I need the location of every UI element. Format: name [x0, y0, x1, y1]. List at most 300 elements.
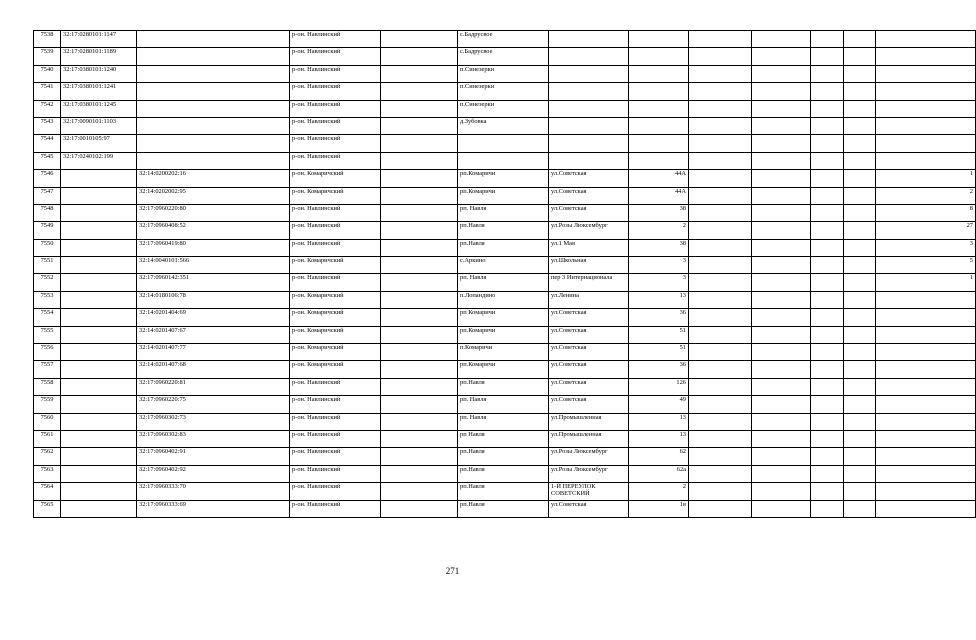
col-empty-4-cell: [811, 239, 844, 256]
col-empty-2-cell: [689, 500, 752, 517]
street-cell: [549, 65, 629, 82]
cadastral-number-building-cell: [137, 117, 290, 134]
settlement-cell: п.Синезерки: [458, 83, 549, 100]
col-empty-1-cell: [381, 413, 458, 430]
cadastral-number-building-cell: [137, 152, 290, 169]
col-empty-1-cell: [381, 430, 458, 447]
cadastral-number-building-cell: 32:14:0180106:78: [137, 291, 290, 308]
col-empty-1-cell: [381, 500, 458, 517]
house-number-cell: [629, 65, 689, 82]
apartment-cell: [876, 100, 976, 117]
row-number-cell: 7541: [34, 83, 61, 100]
row-number-cell: 7562: [34, 448, 61, 465]
col-empty-3-cell: [752, 31, 811, 48]
cadastral-number-cell: [61, 204, 137, 221]
apartment-cell: [876, 48, 976, 65]
street-cell: ул.Промышленная: [549, 413, 629, 430]
col-empty-5-cell: [844, 465, 876, 482]
apartment-cell: 5: [876, 257, 976, 274]
col-empty-2-cell: [689, 378, 752, 395]
col-empty-5-cell: [844, 500, 876, 517]
col-empty-3-cell: [752, 483, 811, 500]
cadastral-number-cell: [61, 344, 137, 361]
row-number-cell: 7543: [34, 117, 61, 134]
apartment-cell: [876, 361, 976, 378]
table-row: [34, 257, 976, 274]
col-empty-5-cell: [844, 309, 876, 326]
cadastral-number-building-cell: 32:17:0960220:80: [137, 204, 290, 221]
col-empty-2-cell: [689, 187, 752, 204]
col-empty-4-cell: [811, 170, 844, 187]
district-cell: р-он. Навлинский: [290, 239, 381, 256]
table-row: [34, 413, 976, 430]
settlement-cell: [458, 135, 549, 152]
cadastral-number-building-cell: 32:14:0201407:68: [137, 361, 290, 378]
col-empty-5-cell: [844, 204, 876, 221]
house-number-cell: 1в: [629, 500, 689, 517]
col-empty-2-cell: [689, 83, 752, 100]
col-empty-4-cell: [811, 222, 844, 239]
district-cell: р-он. Комаричский: [290, 187, 381, 204]
district-cell: р-он. Комаричский: [290, 170, 381, 187]
district-cell: р-он. Навлинский: [290, 100, 381, 117]
house-number-cell: [629, 117, 689, 134]
street-cell: [549, 117, 629, 134]
col-empty-4-cell: [811, 465, 844, 482]
col-empty-3-cell: [752, 430, 811, 447]
house-number-cell: 44А: [629, 170, 689, 187]
apartment-cell: 3: [876, 239, 976, 256]
street-cell: ул.Советская: [549, 344, 629, 361]
house-number-cell: 38: [629, 239, 689, 256]
apartment-cell: [876, 483, 976, 500]
street-cell: [549, 100, 629, 117]
col-empty-3-cell: [752, 361, 811, 378]
col-empty-4-cell: [811, 48, 844, 65]
house-number-cell: [629, 83, 689, 100]
settlement-cell: рп.Комаричи: [458, 326, 549, 343]
col-empty-5-cell: [844, 222, 876, 239]
col-empty-5-cell: [844, 152, 876, 169]
table-row: [34, 117, 976, 134]
district-cell: р-он. Навлинский: [290, 31, 381, 48]
row-number-cell: 7544: [34, 135, 61, 152]
row-number-cell: 7555: [34, 326, 61, 343]
street-cell: ул.Розы Люксембург: [549, 448, 629, 465]
row-number-cell: 7545: [34, 152, 61, 169]
cadastral-number-cell: [61, 430, 137, 447]
table-row: [34, 152, 976, 169]
settlement-cell: рп.Навля: [458, 222, 549, 239]
apartment-cell: [876, 65, 976, 82]
col-empty-3-cell: [752, 48, 811, 65]
col-empty-3-cell: [752, 117, 811, 134]
register-table: [33, 30, 976, 518]
apartment-cell: [876, 344, 976, 361]
cadastral-number-cell: [61, 396, 137, 413]
col-empty-2-cell: [689, 31, 752, 48]
table-row: [34, 170, 976, 187]
col-empty-5-cell: [844, 65, 876, 82]
col-empty-4-cell: [811, 378, 844, 395]
settlement-cell: рп. Навля: [458, 204, 549, 221]
col-empty-3-cell: [752, 257, 811, 274]
settlement-cell: рп. Навля: [458, 396, 549, 413]
street-cell: ул.Советская: [549, 187, 629, 204]
page-number: 271: [445, 566, 460, 576]
settlement-cell: д.Зубовка: [458, 117, 549, 134]
cadastral-number-cell: 32:17:0380101:1240: [61, 65, 137, 82]
cadastral-number-building-cell: 32:17:0960220:75: [137, 396, 290, 413]
row-number-cell: 7560: [34, 413, 61, 430]
street-cell: [549, 83, 629, 100]
apartment-cell: 1: [876, 170, 976, 187]
district-cell: р-он. Комаричский: [290, 326, 381, 343]
cadastral-number-cell: [61, 257, 137, 274]
row-number-cell: 7552: [34, 274, 61, 291]
apartment-cell: [876, 152, 976, 169]
col-empty-3-cell: [752, 187, 811, 204]
col-empty-1-cell: [381, 344, 458, 361]
row-number-cell: 7551: [34, 257, 61, 274]
row-number-cell: 7554: [34, 309, 61, 326]
cadastral-number-building-cell: [137, 135, 290, 152]
apartment-cell: [876, 378, 976, 395]
table-row: [34, 465, 976, 482]
district-cell: р-он. Комаричский: [290, 361, 381, 378]
col-empty-4-cell: [811, 430, 844, 447]
table-row: [34, 48, 976, 65]
district-cell: р-он. Навлинский: [290, 204, 381, 221]
col-empty-1-cell: [381, 170, 458, 187]
cadastral-number-cell: [61, 448, 137, 465]
street-cell: ул.Советская: [549, 309, 629, 326]
col-empty-1-cell: [381, 117, 458, 134]
row-number-cell: 7553: [34, 291, 61, 308]
street-cell: ул.Советская: [549, 326, 629, 343]
street-cell: ул.1 Мая: [549, 239, 629, 256]
col-empty-1-cell: [381, 135, 458, 152]
cadastral-number-cell: 32:17:0380101:1245: [61, 100, 137, 117]
settlement-cell: рп.Навля: [458, 239, 549, 256]
col-empty-3-cell: [752, 65, 811, 82]
house-number-cell: 62а: [629, 465, 689, 482]
house-number-cell: 51: [629, 326, 689, 343]
house-number-cell: 3: [629, 274, 689, 291]
col-empty-1-cell: [381, 239, 458, 256]
cadastral-number-cell: [61, 378, 137, 395]
cadastral-number-cell: [61, 326, 137, 343]
street-cell: ул.Розы Люксембург: [549, 222, 629, 239]
row-number-cell: 7549: [34, 222, 61, 239]
col-empty-2-cell: [689, 483, 752, 500]
district-cell: р-он. Навлинский: [290, 222, 381, 239]
col-empty-3-cell: [752, 448, 811, 465]
street-cell: пер 3 Интернационала: [549, 274, 629, 291]
col-empty-4-cell: [811, 31, 844, 48]
col-empty-1-cell: [381, 187, 458, 204]
col-empty-2-cell: [689, 135, 752, 152]
col-empty-2-cell: [689, 361, 752, 378]
col-empty-5-cell: [844, 483, 876, 500]
col-empty-3-cell: [752, 378, 811, 395]
col-empty-1-cell: [381, 483, 458, 500]
settlement-cell: [458, 152, 549, 169]
apartment-cell: 8: [876, 204, 976, 221]
col-empty-5-cell: [844, 361, 876, 378]
cadastral-number-cell: [61, 222, 137, 239]
row-number-cell: 7550: [34, 239, 61, 256]
col-empty-5-cell: [844, 326, 876, 343]
col-empty-2-cell: [689, 465, 752, 482]
col-empty-5-cell: [844, 448, 876, 465]
apartment-cell: 2: [876, 187, 976, 204]
table-row: [34, 83, 976, 100]
col-empty-4-cell: [811, 326, 844, 343]
apartment-cell: [876, 448, 976, 465]
col-empty-3-cell: [752, 274, 811, 291]
district-cell: р-он. Навлинский: [290, 483, 381, 500]
cadastral-number-cell: [61, 239, 137, 256]
col-empty-2-cell: [689, 170, 752, 187]
col-empty-2-cell: [689, 291, 752, 308]
table-row: [34, 204, 976, 221]
table-row: [34, 222, 976, 239]
settlement-cell: с.Бадрусвое: [458, 31, 549, 48]
cadastral-number-building-cell: 32:17:0960142:351: [137, 274, 290, 291]
col-empty-1-cell: [381, 465, 458, 482]
settlement-cell: рп.Навля: [458, 378, 549, 395]
col-empty-2-cell: [689, 65, 752, 82]
col-empty-2-cell: [689, 413, 752, 430]
cadastral-number-cell: [61, 309, 137, 326]
table-row: [34, 396, 976, 413]
apartment-cell: [876, 117, 976, 134]
cadastral-number-cell: [61, 170, 137, 187]
row-number-cell: 7563: [34, 465, 61, 482]
house-number-cell: 51: [629, 344, 689, 361]
house-number-cell: 13: [629, 413, 689, 430]
col-empty-1-cell: [381, 31, 458, 48]
row-number-cell: 7548: [34, 204, 61, 221]
cadastral-number-cell: 32:17:0240102:199: [61, 152, 137, 169]
row-number-cell: 7547: [34, 187, 61, 204]
street-cell: ул.Советская: [549, 500, 629, 517]
col-empty-5-cell: [844, 274, 876, 291]
col-empty-3-cell: [752, 344, 811, 361]
table-row: [34, 500, 976, 517]
col-empty-5-cell: [844, 396, 876, 413]
cadastral-number-cell: [61, 413, 137, 430]
settlement-cell: рп.Навля: [458, 483, 549, 500]
street-cell: [549, 135, 629, 152]
col-empty-5-cell: [844, 430, 876, 447]
col-empty-5-cell: [844, 378, 876, 395]
settlement-cell: с.Аркино: [458, 257, 549, 274]
street-cell: ул.Советская: [549, 361, 629, 378]
col-empty-2-cell: [689, 309, 752, 326]
house-number-cell: [629, 48, 689, 65]
settlement-cell: рп.Комаричи: [458, 187, 549, 204]
cadastral-number-building-cell: 32:17:0960402:91: [137, 448, 290, 465]
col-empty-5-cell: [844, 170, 876, 187]
settlement-cell: рп.Навля: [458, 448, 549, 465]
col-empty-4-cell: [811, 413, 844, 430]
cadastral-number-building-cell: 32:17:0960333:70: [137, 483, 290, 500]
street-cell: 1-Й ПЕРЕУЛОК СОВЕТСКИЙ: [549, 483, 629, 500]
table-row: [34, 187, 976, 204]
col-empty-2-cell: [689, 152, 752, 169]
col-empty-1-cell: [381, 65, 458, 82]
col-empty-1-cell: [381, 48, 458, 65]
cadastral-number-cell: [61, 465, 137, 482]
cadastral-number-cell: 32:17:0090101:1103: [61, 117, 137, 134]
street-cell: ул.Розы Люксембург: [549, 465, 629, 482]
col-empty-4-cell: [811, 483, 844, 500]
house-number-cell: 2: [629, 483, 689, 500]
cadastral-number-building-cell: 32:17:0960302:73: [137, 413, 290, 430]
house-number-cell: 62: [629, 448, 689, 465]
apartment-cell: [876, 309, 976, 326]
street-cell: ул.Школьная: [549, 257, 629, 274]
settlement-cell: рп. Навля: [458, 274, 549, 291]
col-empty-3-cell: [752, 500, 811, 517]
cadastral-number-building-cell: 32:17:0960419:80: [137, 239, 290, 256]
table-row: [34, 31, 976, 48]
col-empty-4-cell: [811, 204, 844, 221]
house-number-cell: 13: [629, 430, 689, 447]
col-empty-4-cell: [811, 187, 844, 204]
district-cell: р-он. Комаричский: [290, 344, 381, 361]
settlement-cell: п.Комаричи: [458, 344, 549, 361]
col-empty-4-cell: [811, 291, 844, 308]
col-empty-5-cell: [844, 100, 876, 117]
street-cell: [549, 152, 629, 169]
street-cell: [549, 31, 629, 48]
house-number-cell: 38: [629, 204, 689, 221]
row-number-cell: 7561: [34, 430, 61, 447]
table-row: [34, 100, 976, 117]
cadastral-number-cell: 32:17:0280101:1189: [61, 48, 137, 65]
district-cell: р-он. Навлинский: [290, 117, 381, 134]
apartment-cell: [876, 430, 976, 447]
col-empty-3-cell: [752, 291, 811, 308]
col-empty-4-cell: [811, 309, 844, 326]
house-number-cell: 126: [629, 378, 689, 395]
table-row: [34, 291, 976, 308]
street-cell: [549, 48, 629, 65]
col-empty-2-cell: [689, 396, 752, 413]
row-number-cell: 7557: [34, 361, 61, 378]
row-number-cell: 7558: [34, 378, 61, 395]
house-number-cell: 36: [629, 309, 689, 326]
cadastral-number-building-cell: 32:17:0960333:69: [137, 500, 290, 517]
district-cell: р-он. Навлинский: [290, 378, 381, 395]
table-row: [34, 430, 976, 447]
cadastral-number-building-cell: 32:14:0202002:95: [137, 187, 290, 204]
house-number-cell: [629, 100, 689, 117]
district-cell: р-он. Навлинский: [290, 152, 381, 169]
col-empty-1-cell: [381, 100, 458, 117]
apartment-cell: 1: [876, 274, 976, 291]
table-row: [34, 274, 976, 291]
cadastral-number-building-cell: 32:14:0040101:566: [137, 257, 290, 274]
cadastral-number-cell: [61, 274, 137, 291]
col-empty-2-cell: [689, 448, 752, 465]
col-empty-2-cell: [689, 344, 752, 361]
col-empty-3-cell: [752, 135, 811, 152]
cadastral-number-building-cell: 32:14:0201407:67: [137, 326, 290, 343]
house-number-cell: 13: [629, 291, 689, 308]
district-cell: р-он. Навлинский: [290, 274, 381, 291]
district-cell: р-он. Комаричский: [290, 309, 381, 326]
apartment-cell: [876, 413, 976, 430]
col-empty-3-cell: [752, 396, 811, 413]
col-empty-1-cell: [381, 378, 458, 395]
col-empty-4-cell: [811, 135, 844, 152]
col-empty-2-cell: [689, 222, 752, 239]
settlement-cell: рп Комаричи: [458, 309, 549, 326]
settlement-cell: рп. Навля: [458, 413, 549, 430]
table-row: [34, 65, 976, 82]
col-empty-1-cell: [381, 222, 458, 239]
col-empty-3-cell: [752, 326, 811, 343]
col-empty-2-cell: [689, 100, 752, 117]
col-empty-4-cell: [811, 100, 844, 117]
settlement-cell: рп.Комаричи: [458, 361, 549, 378]
col-empty-4-cell: [811, 274, 844, 291]
cadastral-number-cell: [61, 187, 137, 204]
settlement-cell: п.Лопандино: [458, 291, 549, 308]
col-empty-3-cell: [752, 465, 811, 482]
col-empty-1-cell: [381, 204, 458, 221]
row-number-cell: 7564: [34, 483, 61, 500]
cadastral-number-building-cell: 32:14:0200202:16: [137, 170, 290, 187]
table-row: [34, 309, 976, 326]
table-row: [34, 135, 976, 152]
cadastral-number-cell: [61, 483, 137, 500]
cadastral-number-building-cell: 32:17:0960220:81: [137, 378, 290, 395]
cadastral-number-building-cell: [137, 31, 290, 48]
street-cell: ул.Советская: [549, 170, 629, 187]
col-empty-3-cell: [752, 170, 811, 187]
col-empty-4-cell: [811, 257, 844, 274]
table-row: [34, 239, 976, 256]
apartment-cell: [876, 31, 976, 48]
house-number-cell: 44А: [629, 187, 689, 204]
cadastral-number-building-cell: 32:14:0201404:69: [137, 309, 290, 326]
row-number-cell: 7540: [34, 65, 61, 82]
cadastral-number-building-cell: [137, 83, 290, 100]
col-empty-2-cell: [689, 430, 752, 447]
col-empty-4-cell: [811, 500, 844, 517]
col-empty-5-cell: [844, 135, 876, 152]
col-empty-5-cell: [844, 48, 876, 65]
cadastral-number-building-cell: [137, 100, 290, 117]
district-cell: р-он. Навлинский: [290, 413, 381, 430]
settlement-cell: рп.Навля: [458, 465, 549, 482]
cadastral-number-cell: [61, 361, 137, 378]
street-cell: ул.Советская: [549, 378, 629, 395]
col-empty-1-cell: [381, 396, 458, 413]
col-empty-2-cell: [689, 239, 752, 256]
street-cell: ул.Советская: [549, 396, 629, 413]
col-empty-3-cell: [752, 309, 811, 326]
col-empty-2-cell: [689, 117, 752, 134]
house-number-cell: [629, 152, 689, 169]
col-empty-2-cell: [689, 257, 752, 274]
apartment-cell: [876, 326, 976, 343]
